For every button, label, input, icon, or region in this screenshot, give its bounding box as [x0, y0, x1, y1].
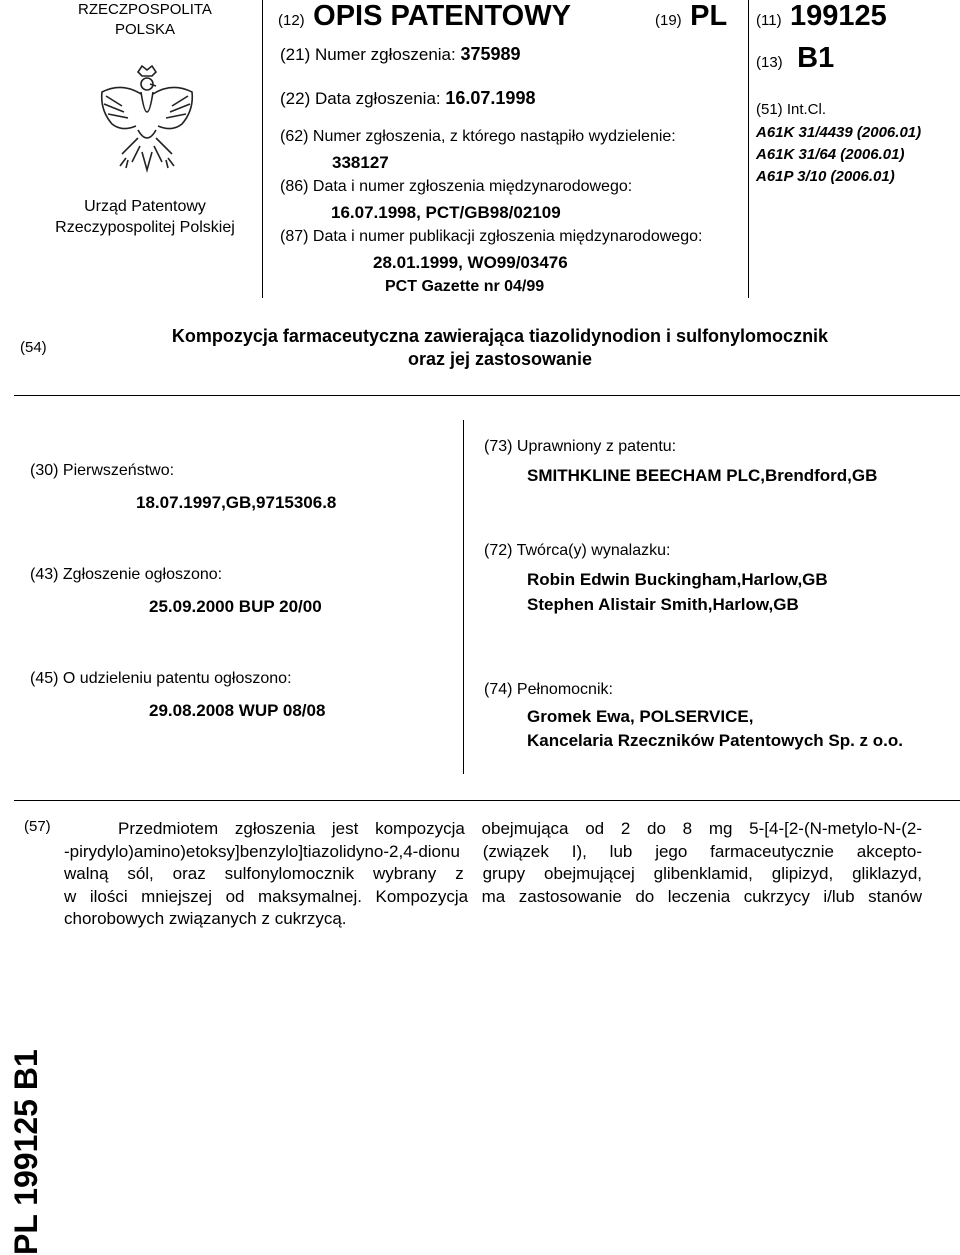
- abstract-line: -pirydylo)amino)etoksy]benzylo]tiazolidyno-2,4-dionu (związek I), lub jego farmaceutycznie akcepto-: [64, 841, 922, 861]
- application-number-label: (21) Numer zgłoszenia:: [280, 45, 456, 64]
- header-divider-left: [262, 0, 263, 298]
- patent-number-code: (11): [756, 12, 782, 29]
- side-patent-label: PL 199125 B1: [8, 1049, 44, 1255]
- application-date-label: (22) Data zgłoszenia:: [280, 89, 441, 108]
- title-code: (54): [20, 339, 47, 356]
- application-number-value: 375989: [460, 44, 521, 64]
- doc-type-title: OPIS PATENTOWY: [313, 0, 571, 32]
- announced-label: (43) Zgłoszenie ogłoszono:: [30, 566, 223, 583]
- priority-label: (30) Pierwszeństwo:: [30, 462, 175, 479]
- header-divider-right: [748, 0, 749, 298]
- owner-label: (73) Uprawniony z patentu:: [484, 438, 677, 455]
- kind-code-label: (13): [756, 54, 783, 71]
- application-date: [280, 88, 535, 109]
- doc-type: [278, 0, 571, 33]
- country-line1: RZECZPOSPOLITA: [78, 1, 212, 18]
- int-cl-code-3: A61P 3/10 (2006.01): [756, 168, 895, 185]
- int-cl-code-1: A61K 31/4439 (2006.01): [756, 124, 922, 141]
- inventor-2: Stephen Alistair Smith,Harlow,GB: [527, 595, 799, 614]
- invention-title: [100, 325, 900, 371]
- division-value: 338127: [332, 153, 389, 172]
- application-date-value: 16.07.1998: [445, 88, 536, 108]
- int-cl-label: (51) Int.Cl.: [756, 101, 827, 118]
- division-label: (62) Numer zgłoszenia, z którego nastąpiło wydzielenie:: [280, 128, 676, 145]
- abstract-line: Przedmiotem zgłoszenia jest kompozycja obejmująca od 2 do 8 mg 5-[4-[2-(N-metylo-N-(2-: [118, 819, 922, 838]
- intl-publication-value: 28.01.1999, WO99/03476: [373, 253, 568, 272]
- int-cl-code-2: A61K 31/64 (2006.01): [756, 146, 905, 163]
- attorney-label: (74) Pełnomocnik:: [484, 681, 613, 698]
- attorney-line2: Kancelaria Rzeczników Patentowych Sp. z o.o.: [527, 731, 903, 750]
- patent-number-value: 199125: [790, 0, 887, 32]
- owner-value: SMITHKLINE BEECHAM PLC,Brendford,GB: [527, 466, 878, 485]
- abstract-line: w ilości mniejszej od maksymalnej. Kompozycja ma zastosowanie do leczenia cukrzycy i/lub stanów: [64, 886, 922, 906]
- country-code-value: PL: [690, 0, 728, 32]
- title-line1: Kompozycja farmaceutyczna zawierająca tiazolidynodion i sulfonylomocznik: [171, 326, 829, 346]
- intl-application-value: 16.07.1998, PCT/GB98/02109: [331, 203, 561, 222]
- abstract-text: [64, 818, 922, 931]
- office-line2: Rzeczypospolitej Polskiej: [55, 219, 235, 236]
- abstract-line: chorobowych związanych z cukrzycą.: [64, 909, 347, 928]
- kind-code-value: B1: [797, 42, 835, 74]
- country-line2: POLSKA: [114, 21, 176, 38]
- divider-bottom: [14, 800, 960, 801]
- doc-type-code: (12): [278, 12, 305, 29]
- white-eagle-emblem: [92, 62, 202, 174]
- divider-top: [14, 395, 960, 396]
- office-line1: Urząd Patentowy: [84, 198, 206, 215]
- inventors-label: (72) Twórca(y) wynalazku:: [484, 542, 671, 559]
- column-divider: [463, 420, 464, 774]
- pct-gazette: PCT Gazette nr 04/99: [385, 278, 545, 295]
- application-number: [280, 44, 521, 65]
- intl-publication-label: (87) Data i numer publikacji zgłoszenia międzynarodowego:: [280, 228, 703, 245]
- country-code-label: (19): [655, 12, 682, 29]
- granted-value: 29.08.2008 WUP 08/08: [149, 701, 326, 720]
- announced-value: 25.09.2000 BUP 20/00: [149, 597, 322, 616]
- abstract-code: (57): [24, 818, 51, 835]
- inventor-1: Robin Edwin Buckingham,Harlow,GB: [527, 570, 828, 589]
- country-name: [50, 0, 240, 40]
- patent-number: [756, 0, 887, 33]
- priority-value: 18.07.1997,GB,9715306.8: [136, 493, 337, 512]
- intl-application-label: (86) Data i numer zgłoszenia międzynarodowego:: [280, 178, 633, 195]
- granted-label: (45) O udzieleniu patentu ogłoszono:: [30, 670, 292, 687]
- kind-code: [756, 42, 834, 75]
- abstract-line: walną sól, oraz sulfonylomocznik wybrany z grupy obejmującej glibenklamid, glipizyd, gliklazyd,: [64, 864, 922, 883]
- attorney-line1: Gromek Ewa, POLSERVICE,: [527, 707, 754, 726]
- country-code: [655, 0, 727, 33]
- title-line2: oraz jej zastosowanie: [407, 349, 593, 369]
- patent-office: [50, 196, 240, 238]
